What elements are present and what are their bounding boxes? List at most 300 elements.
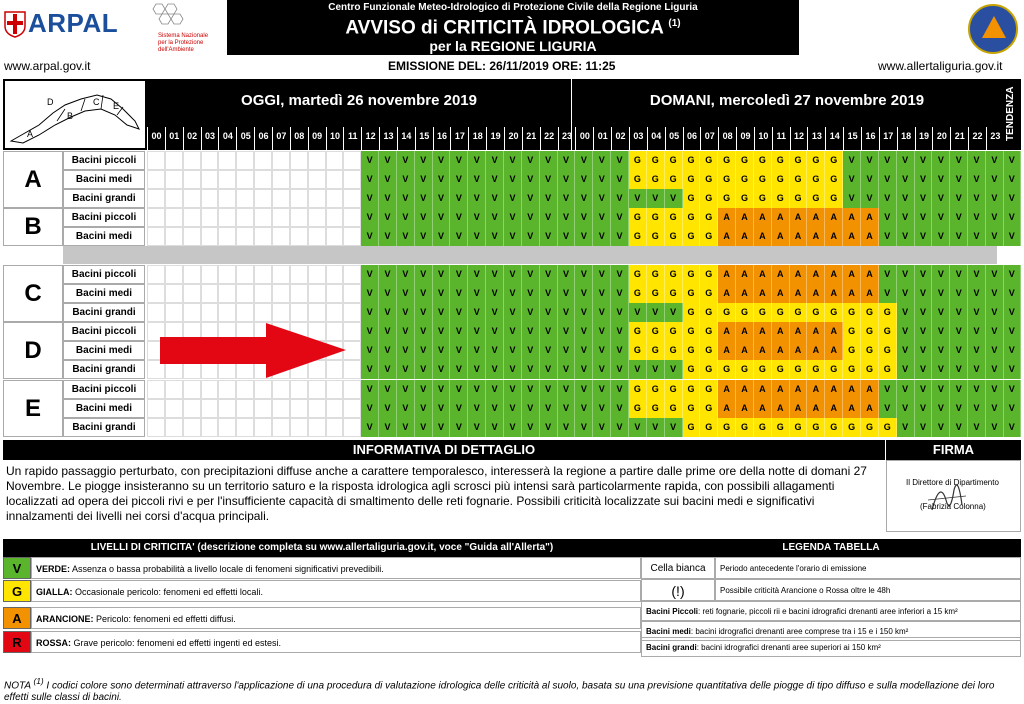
grid-cell: V bbox=[968, 208, 986, 227]
grid-cell: G bbox=[683, 151, 701, 170]
grid-cell: G bbox=[772, 151, 790, 170]
grid-cell: G bbox=[647, 151, 665, 170]
grid-cell: V bbox=[950, 399, 968, 418]
grid-cell: V bbox=[522, 189, 540, 208]
grid-cell: V bbox=[915, 399, 933, 418]
grid-cell: V bbox=[450, 341, 468, 360]
grid-cell bbox=[165, 208, 183, 227]
basin-label: Bacini piccoli bbox=[63, 208, 145, 227]
grid-cell: G bbox=[647, 322, 665, 341]
grid-cell: A bbox=[754, 399, 772, 418]
grid-cell: V bbox=[361, 380, 379, 399]
snpa-logo-text: Sistema Nazionale per la Protezione dell'Ambiente bbox=[158, 33, 209, 53]
grid-cell: V bbox=[558, 284, 576, 303]
grid-cell: V bbox=[915, 170, 933, 189]
grid-cell: V bbox=[968, 418, 986, 437]
grid-cell: V bbox=[593, 380, 611, 399]
grid-cell: V bbox=[450, 360, 468, 379]
grid-cell bbox=[308, 170, 326, 189]
grid-cell: V bbox=[915, 380, 933, 399]
grid-cell: V bbox=[932, 151, 950, 170]
grid-cell bbox=[147, 303, 165, 322]
grid-cell: A bbox=[754, 341, 772, 360]
grid-cell: V bbox=[843, 189, 861, 208]
grid-cell: V bbox=[415, 170, 433, 189]
grid-cell: V bbox=[397, 399, 415, 418]
grid-cell: G bbox=[700, 360, 718, 379]
grid-cell: V bbox=[629, 360, 647, 379]
grid-cell: V bbox=[629, 189, 647, 208]
grid-cell bbox=[183, 399, 201, 418]
grid-cell: V bbox=[540, 265, 558, 284]
map-label-d: D bbox=[47, 97, 54, 107]
grid-cell bbox=[254, 380, 272, 399]
grid-cell: G bbox=[754, 189, 772, 208]
level-desc-gialla: GIALLA: Occasionale pericolo: fenomeni ed effetti locali. bbox=[31, 580, 641, 602]
grid-cell: V bbox=[504, 151, 522, 170]
grid-cell: V bbox=[575, 208, 593, 227]
grid-cell: G bbox=[718, 418, 736, 437]
grid-cell: V bbox=[879, 399, 897, 418]
grid-cell bbox=[326, 227, 344, 246]
grid-cell bbox=[218, 265, 236, 284]
grid-cell: G bbox=[665, 284, 683, 303]
grid-cell: V bbox=[897, 284, 915, 303]
grid-cell: V bbox=[915, 322, 933, 341]
grid-cell: V bbox=[468, 265, 486, 284]
grid-cell: G bbox=[807, 170, 825, 189]
grid-cell: G bbox=[700, 284, 718, 303]
grid-cell: V bbox=[397, 418, 415, 437]
level-desc-verde: VERDE: Assenza o bassa probabilità a livello locale di fenomeni significativi prevedibili. bbox=[31, 557, 641, 579]
arpal-logo: ARPAL bbox=[28, 8, 119, 38]
grid-cell: G bbox=[700, 265, 718, 284]
grid-cell bbox=[326, 170, 344, 189]
grid-cell: V bbox=[504, 189, 522, 208]
grid-cell: G bbox=[683, 399, 701, 418]
grid-cell: V bbox=[897, 418, 915, 437]
grid-cell bbox=[201, 418, 219, 437]
grid-cell: V bbox=[558, 322, 576, 341]
grid-cell bbox=[218, 227, 236, 246]
grid-cell bbox=[183, 189, 201, 208]
grid-cell: A bbox=[718, 265, 736, 284]
grid-cell: V bbox=[433, 418, 451, 437]
grid-cell: G bbox=[736, 360, 754, 379]
grid-cell: G bbox=[825, 303, 843, 322]
grid-cell: V bbox=[361, 360, 379, 379]
hour-label: 15 bbox=[415, 127, 433, 150]
info-heading: INFORMATIVA DI DETTAGLIO bbox=[3, 440, 885, 460]
grid-cell: G bbox=[700, 303, 718, 322]
legend-bacini-piccoli: Bacini Piccoli: reti fognarie, piccoli rii e bacini idrografici drenanti aree inferiori a 15 km² bbox=[641, 601, 1021, 621]
grid-cell: V bbox=[986, 170, 1004, 189]
grid-cell bbox=[236, 399, 254, 418]
grid-cell bbox=[218, 399, 236, 418]
grid-cell: G bbox=[629, 341, 647, 360]
hour-label: 11 bbox=[772, 127, 790, 150]
grid-cell: A bbox=[736, 322, 754, 341]
grid-cell: V bbox=[361, 151, 379, 170]
grid-cell: G bbox=[772, 189, 790, 208]
grid-cell: V bbox=[593, 322, 611, 341]
arpal-url-link[interactable]: www.arpal.gov.it bbox=[4, 59, 91, 73]
grid-cell: A bbox=[736, 399, 754, 418]
grid-cell: V bbox=[611, 360, 629, 379]
grid-cell bbox=[165, 399, 183, 418]
grid-cell: G bbox=[736, 151, 754, 170]
grid-cell: V bbox=[665, 360, 683, 379]
hour-label: 08 bbox=[290, 127, 308, 150]
hour-label: 05 bbox=[665, 127, 683, 150]
grid-cell bbox=[165, 170, 183, 189]
grid-cell: A bbox=[718, 208, 736, 227]
grid-cell bbox=[254, 227, 272, 246]
grid-cell: A bbox=[718, 380, 736, 399]
grid-cell: V bbox=[540, 303, 558, 322]
grid-cell: G bbox=[647, 208, 665, 227]
hour-label: 03 bbox=[629, 127, 647, 150]
grid-cell: G bbox=[700, 208, 718, 227]
grid-cell bbox=[254, 151, 272, 170]
grid-cell: V bbox=[397, 341, 415, 360]
grid-cell: V bbox=[450, 284, 468, 303]
grid-cell bbox=[272, 303, 290, 322]
grid-cell bbox=[236, 418, 254, 437]
hour-label: 21 bbox=[950, 127, 968, 150]
tendenza-cell: V bbox=[1004, 322, 1021, 341]
grid-cell: A bbox=[825, 322, 843, 341]
grid-cell: V bbox=[522, 284, 540, 303]
grid-cell: V bbox=[522, 380, 540, 399]
grid-cell: V bbox=[915, 284, 933, 303]
grid-cell: A bbox=[807, 322, 825, 341]
grid-cell bbox=[272, 418, 290, 437]
emission-datetime: EMISSIONE DEL: 26/11/2019 ORE: 11:25 bbox=[388, 59, 616, 73]
grid-cell: V bbox=[397, 284, 415, 303]
grid-cell: G bbox=[683, 227, 701, 246]
grid-cell: A bbox=[754, 380, 772, 399]
tendenza-cell: V bbox=[1004, 151, 1021, 170]
grid-cell bbox=[236, 227, 254, 246]
grid-cell: V bbox=[433, 360, 451, 379]
grid-cell bbox=[218, 418, 236, 437]
zone-label-b: B bbox=[3, 208, 63, 246]
grid-cell: V bbox=[540, 189, 558, 208]
grid-cell: V bbox=[415, 322, 433, 341]
grid-cell: V bbox=[486, 151, 504, 170]
grid-cell: A bbox=[772, 322, 790, 341]
grid-cell: V bbox=[361, 284, 379, 303]
grid-cell: V bbox=[647, 189, 665, 208]
grid-cell: V bbox=[415, 341, 433, 360]
grid-cell bbox=[183, 170, 201, 189]
grid-cell bbox=[201, 227, 219, 246]
grid-cell: V bbox=[611, 341, 629, 360]
grid-cell bbox=[343, 151, 361, 170]
grid-cell: G bbox=[736, 418, 754, 437]
tendenza-cell: V bbox=[1004, 418, 1021, 437]
tendenza-cell: V bbox=[1004, 208, 1021, 227]
grid-cell bbox=[290, 208, 308, 227]
grid-cell bbox=[290, 380, 308, 399]
grid-cell: V bbox=[558, 265, 576, 284]
grid-cell bbox=[254, 189, 272, 208]
grid-cell bbox=[147, 399, 165, 418]
grid-cell: A bbox=[861, 284, 879, 303]
grid-cell: G bbox=[861, 303, 879, 322]
basin-label: Bacini piccoli bbox=[63, 265, 145, 284]
allertaliguria-url-link[interactable]: www.allertaliguria.gov.it bbox=[878, 59, 1003, 73]
grid-cell: V bbox=[540, 418, 558, 437]
grid-cell: G bbox=[665, 208, 683, 227]
grid-cell: A bbox=[718, 322, 736, 341]
grid-cell: G bbox=[718, 360, 736, 379]
grid-cell bbox=[326, 399, 344, 418]
grid-cell: G bbox=[790, 151, 808, 170]
grid-cell bbox=[326, 189, 344, 208]
grid-cell: V bbox=[968, 227, 986, 246]
grid-cell: V bbox=[468, 227, 486, 246]
grid-cell: G bbox=[754, 170, 772, 189]
grid-cell: G bbox=[861, 360, 879, 379]
hour-label: 20 bbox=[504, 127, 522, 150]
grid-cell: V bbox=[665, 189, 683, 208]
grid-cell: G bbox=[879, 360, 897, 379]
grid-cell: A bbox=[825, 265, 843, 284]
grid-cell: V bbox=[950, 284, 968, 303]
grid-cell: V bbox=[932, 227, 950, 246]
hour-label: 23 bbox=[558, 127, 576, 150]
grid-cell: V bbox=[575, 380, 593, 399]
grid-cell: V bbox=[397, 189, 415, 208]
grid-cell bbox=[290, 303, 308, 322]
level-code-arancione: A bbox=[3, 607, 31, 629]
grid-cell: V bbox=[540, 380, 558, 399]
grid-cell: V bbox=[593, 170, 611, 189]
hour-label: 22 bbox=[968, 127, 986, 150]
grid-cell: G bbox=[683, 284, 701, 303]
signature-name: (Fabrizia Colonna) bbox=[920, 502, 986, 511]
grid-cell: V bbox=[522, 322, 540, 341]
grid-cell: V bbox=[379, 399, 397, 418]
grid-cell: V bbox=[915, 208, 933, 227]
grid-cell bbox=[343, 265, 361, 284]
grid-cell bbox=[254, 208, 272, 227]
grid-cell: G bbox=[665, 399, 683, 418]
grid-cell: A bbox=[790, 208, 808, 227]
level-desc-rossa: ROSSA: Grave pericolo: fenomeni ed effetti ingenti ed estesi. bbox=[31, 631, 641, 653]
grid-cell: V bbox=[986, 227, 1004, 246]
footnote: NOTA $^{(1)}$ I codici colore sono determinati attraverso l'applicazione di una procedura di valutazione idrologica delle criticità al suolo, basata su una previsione quantitativa delle piogge di tipo diffuso e sulla modellazione dei loro effetti sulle classi di bacini. bbox=[4, 676, 995, 704]
grid-cell: G bbox=[700, 189, 718, 208]
grid-cell: V bbox=[897, 399, 915, 418]
grid-cell: G bbox=[700, 322, 718, 341]
grid-cell: V bbox=[558, 189, 576, 208]
grid-cell: G bbox=[647, 265, 665, 284]
grid-cell: V bbox=[486, 322, 504, 341]
grid-cell: V bbox=[558, 170, 576, 189]
grid-cell bbox=[183, 151, 201, 170]
basin-label: Bacini piccoli bbox=[63, 380, 145, 399]
hour-label: 02 bbox=[183, 127, 201, 150]
grid-cell: V bbox=[968, 380, 986, 399]
grid-cell: V bbox=[504, 418, 522, 437]
grid-cell: V bbox=[361, 265, 379, 284]
grid-cell bbox=[165, 418, 183, 437]
basin-label: Bacini medi bbox=[63, 227, 145, 246]
grid-cell: V bbox=[468, 151, 486, 170]
grid-cell bbox=[308, 284, 326, 303]
hour-label: 04 bbox=[647, 127, 665, 150]
grid-cell: V bbox=[950, 303, 968, 322]
grid-cell: V bbox=[575, 151, 593, 170]
grid-cell: V bbox=[879, 208, 897, 227]
grid-cell: A bbox=[736, 227, 754, 246]
tomorrow-title: DOMANI, mercoledì 27 novembre 2019 bbox=[649, 92, 925, 109]
grid-cell bbox=[326, 208, 344, 227]
grid-cell bbox=[165, 380, 183, 399]
grid-cell bbox=[290, 151, 308, 170]
grid-cell: G bbox=[825, 170, 843, 189]
grid-cell bbox=[272, 189, 290, 208]
grid-cell: V bbox=[522, 227, 540, 246]
grid-cell: V bbox=[379, 360, 397, 379]
grid-cell: V bbox=[361, 322, 379, 341]
grid-cell: V bbox=[415, 284, 433, 303]
grid-cell bbox=[218, 151, 236, 170]
zone-label-d: D bbox=[3, 322, 63, 379]
grid-cell: V bbox=[647, 418, 665, 437]
grid-cell: V bbox=[415, 360, 433, 379]
grid-cell: V bbox=[611, 189, 629, 208]
grid-cell: G bbox=[754, 360, 772, 379]
grid-cell: V bbox=[611, 380, 629, 399]
grid-cell: G bbox=[825, 189, 843, 208]
grid-cell: V bbox=[415, 265, 433, 284]
tendenza-cell: V bbox=[1004, 341, 1021, 360]
grid-cell: V bbox=[647, 303, 665, 322]
grid-cell: V bbox=[611, 303, 629, 322]
grid-cell: A bbox=[754, 208, 772, 227]
grid-cell: V bbox=[932, 418, 950, 437]
grid-cell: V bbox=[522, 303, 540, 322]
grid-cell: V bbox=[986, 418, 1004, 437]
grid-cell: V bbox=[504, 399, 522, 418]
grid-cell bbox=[236, 208, 254, 227]
grid-cell: V bbox=[950, 227, 968, 246]
hour-label: 18 bbox=[468, 127, 486, 150]
grid-cell: V bbox=[879, 151, 897, 170]
grid-cell: V bbox=[861, 170, 879, 189]
grid-cell bbox=[201, 284, 219, 303]
grid-cell bbox=[201, 208, 219, 227]
tendenza-cell: V bbox=[1004, 360, 1021, 379]
arpal-logo-shield-icon bbox=[4, 10, 26, 38]
grid-cell bbox=[147, 170, 165, 189]
grid-cell: A bbox=[861, 208, 879, 227]
hour-label: 10 bbox=[326, 127, 344, 150]
hour-label: 23 bbox=[986, 127, 1004, 150]
grid-cell: A bbox=[843, 399, 861, 418]
grid-cell: G bbox=[790, 189, 808, 208]
grid-cell: V bbox=[593, 265, 611, 284]
grid-cell: V bbox=[932, 380, 950, 399]
grid-cell: V bbox=[611, 151, 629, 170]
grid-cell: V bbox=[361, 341, 379, 360]
grid-cell bbox=[183, 208, 201, 227]
grid-cell: V bbox=[450, 418, 468, 437]
hour-label: 14 bbox=[825, 127, 843, 150]
grid-cell: V bbox=[593, 227, 611, 246]
legend-white-cell-key: Cella bianca bbox=[641, 557, 715, 579]
zone-label-a: A bbox=[3, 151, 63, 208]
grid-cell: G bbox=[736, 189, 754, 208]
grid-cell bbox=[290, 418, 308, 437]
grid-cell bbox=[147, 284, 165, 303]
grid-cell: V bbox=[415, 151, 433, 170]
grid-cell: G bbox=[665, 341, 683, 360]
grid-cell bbox=[290, 399, 308, 418]
grid-cell bbox=[343, 418, 361, 437]
grid-cell: G bbox=[807, 189, 825, 208]
grid-cell bbox=[308, 208, 326, 227]
grid-cell: G bbox=[754, 418, 772, 437]
hour-label: 07 bbox=[272, 127, 290, 150]
grid-cell: V bbox=[861, 151, 879, 170]
grid-cell: V bbox=[468, 399, 486, 418]
grid-cell: V bbox=[968, 322, 986, 341]
grid-cell: G bbox=[790, 303, 808, 322]
grid-cell: V bbox=[415, 208, 433, 227]
grid-cell bbox=[272, 151, 290, 170]
page-title: AVVISO di CRITICITÀ IDROLOGICA $^{(1)}$ bbox=[345, 17, 681, 39]
grid-cell bbox=[201, 151, 219, 170]
grid-cell: G bbox=[683, 170, 701, 189]
grid-cell: G bbox=[825, 360, 843, 379]
grid-cell: V bbox=[540, 360, 558, 379]
grid-cell bbox=[183, 380, 201, 399]
grid-cell: A bbox=[825, 341, 843, 360]
grid-cell bbox=[147, 418, 165, 437]
livelli-heading: LIVELLI DI CRITICITA' (descrizione completa su www.allertaliguria.gov.it, voce "Guida all'Allerta") bbox=[3, 539, 641, 557]
grid-cell: G bbox=[683, 303, 701, 322]
grid-cell: G bbox=[772, 360, 790, 379]
grid-cell: V bbox=[486, 418, 504, 437]
grid-cell: V bbox=[915, 151, 933, 170]
tendenza-cell: V bbox=[1004, 170, 1021, 189]
grid-cell: V bbox=[486, 303, 504, 322]
grid-cell: V bbox=[575, 227, 593, 246]
grid-cell: G bbox=[647, 341, 665, 360]
grid-cell: V bbox=[540, 284, 558, 303]
snpa-logo bbox=[148, 2, 224, 52]
grid-cell: G bbox=[700, 170, 718, 189]
grid-cell: V bbox=[986, 303, 1004, 322]
grid-cell: A bbox=[861, 227, 879, 246]
hour-label: 13 bbox=[807, 127, 825, 150]
level-code-verde: V bbox=[3, 557, 31, 579]
grid-cell: V bbox=[433, 341, 451, 360]
basin-label: Bacini medi bbox=[63, 399, 145, 418]
center-name: Centro Funzionale Meteo-Idrologico di Protezione Civile della Regione Liguria bbox=[328, 2, 698, 13]
grid-cell: G bbox=[825, 151, 843, 170]
grid-cell: V bbox=[611, 265, 629, 284]
grid-cell: A bbox=[825, 284, 843, 303]
legend-white-cell-desc: Periodo antecedente l'orario di emissione bbox=[715, 557, 1021, 579]
grid-cell: V bbox=[575, 322, 593, 341]
grid-cell: V bbox=[861, 189, 879, 208]
